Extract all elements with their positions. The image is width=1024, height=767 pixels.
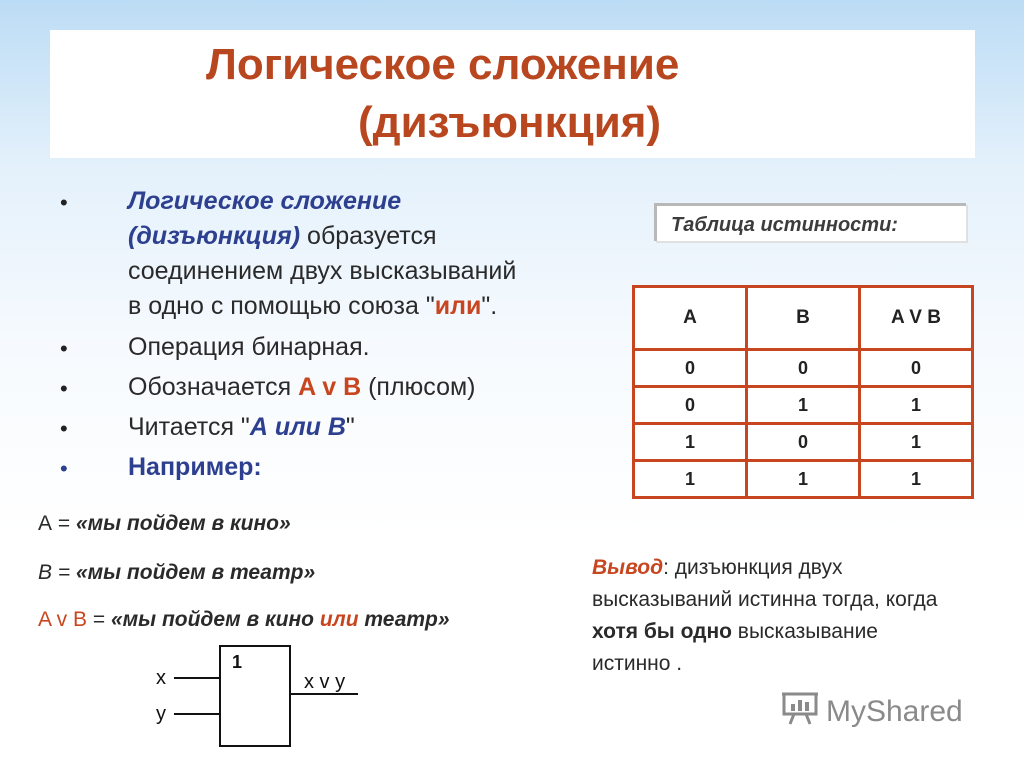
bullet-1-text-post: ". [481, 292, 498, 320]
table-row [634, 387, 973, 424]
conclusion-label: Вывод [592, 556, 664, 579]
term-logical-addition: Логическое сложение [128, 187, 402, 215]
example-c-text-1: «мы пойдем в кино [110, 608, 320, 631]
table-cell: 0 [747, 350, 860, 387]
example-c-text-2: театр» [358, 608, 450, 631]
bullet-dot: • [60, 376, 68, 401]
example-b-text: «мы пойдем в театр» [75, 561, 316, 584]
example-a [38, 512, 291, 536]
bullet-1-line-2 [128, 222, 437, 251]
bullet-3 [128, 373, 476, 402]
example-b-label: В = [38, 561, 76, 584]
bullet-1-text-pre: в одно с помощью союза " [128, 292, 435, 320]
conclusion-text-1: : дизъюнкция двух [663, 556, 843, 579]
truth-table-header [634, 287, 973, 350]
bullet-3-post: (плюсом) [361, 373, 476, 401]
bullet-2: Операция бинарная. [128, 333, 370, 361]
table-row [634, 424, 973, 461]
truth-table [632, 285, 974, 499]
table-cell: 1 [634, 424, 747, 461]
or-gate-diagram [152, 636, 364, 750]
header-b: B [747, 287, 860, 350]
term-disjunction: (дизъюнкция) [128, 222, 301, 250]
header-a: A [634, 287, 747, 350]
gate-body [220, 646, 290, 746]
conclusion-bold: хотя бы одно [592, 620, 732, 643]
table-cell: 0 [634, 350, 747, 387]
bullet-1-line-3: соединением двух высказываний [128, 257, 517, 285]
conclusion-line-1 [592, 552, 1022, 584]
logo-text: MyShared [826, 695, 963, 728]
example-c [38, 608, 450, 632]
header-a-or-b: A V B [860, 287, 973, 350]
bullet-4 [128, 413, 355, 442]
bullet-5-example-heading: Например: [128, 453, 262, 481]
example-c-label: A v B [38, 608, 88, 631]
table-row [634, 461, 973, 498]
presentation-board-icon [780, 690, 820, 734]
table-cell: 1 [860, 424, 973, 461]
bullet-3-pre: Обозначается [128, 373, 299, 401]
example-a-label: А = [38, 512, 76, 535]
conclusion-line-4: истинно . [592, 652, 683, 675]
page-subtitle: (дизъюнкция) [358, 98, 662, 147]
table-cell: 1 [747, 461, 860, 498]
truth-table-caption: Таблица истинности: [654, 203, 966, 241]
table-cell: 0 [860, 350, 973, 387]
conclusion-line-3 [592, 616, 1022, 648]
table-row [634, 350, 973, 387]
bullet-dot: • [60, 456, 68, 481]
bullet-4-pre: Читается " [128, 413, 250, 441]
bullet-dot: • [60, 416, 68, 441]
example-c-or: или [319, 608, 359, 631]
bullet-1-text: образуется [300, 222, 437, 250]
table-cell: 0 [634, 387, 747, 424]
example-b [38, 561, 315, 585]
table-cell: 1 [747, 387, 860, 424]
page-title: Логическое сложение [206, 40, 680, 89]
table-cell: 0 [747, 424, 860, 461]
conclusion-line-2: высказываний истинна тогда, когда [592, 588, 938, 611]
keyword-or: или [434, 292, 482, 320]
table-cell: 1 [860, 387, 973, 424]
bullet-dot: • [60, 336, 68, 361]
or-gate-svg [152, 636, 364, 750]
conclusion-block [592, 552, 1022, 680]
disjunction-symbol: A v B [298, 373, 362, 401]
input-y-label: y [156, 703, 166, 725]
output-label: x v y [304, 671, 346, 693]
table-cell: 1 [860, 461, 973, 498]
watermark-logo [780, 690, 963, 734]
example-c-eq: = [87, 608, 111, 631]
bullet-1-line-1 [128, 187, 401, 216]
gate-label: 1 [232, 652, 243, 672]
bullet-1-line-4 [128, 292, 497, 321]
bullet-4-post: " [345, 413, 355, 441]
example-a-text: «мы пойдем в кино» [75, 512, 291, 535]
reading-expression: А или В [249, 413, 346, 441]
table-cell: 1 [634, 461, 747, 498]
input-x-label: x [156, 667, 166, 689]
bullet-dot: • [60, 190, 68, 215]
conclusion-text-3: высказывание [731, 620, 878, 643]
